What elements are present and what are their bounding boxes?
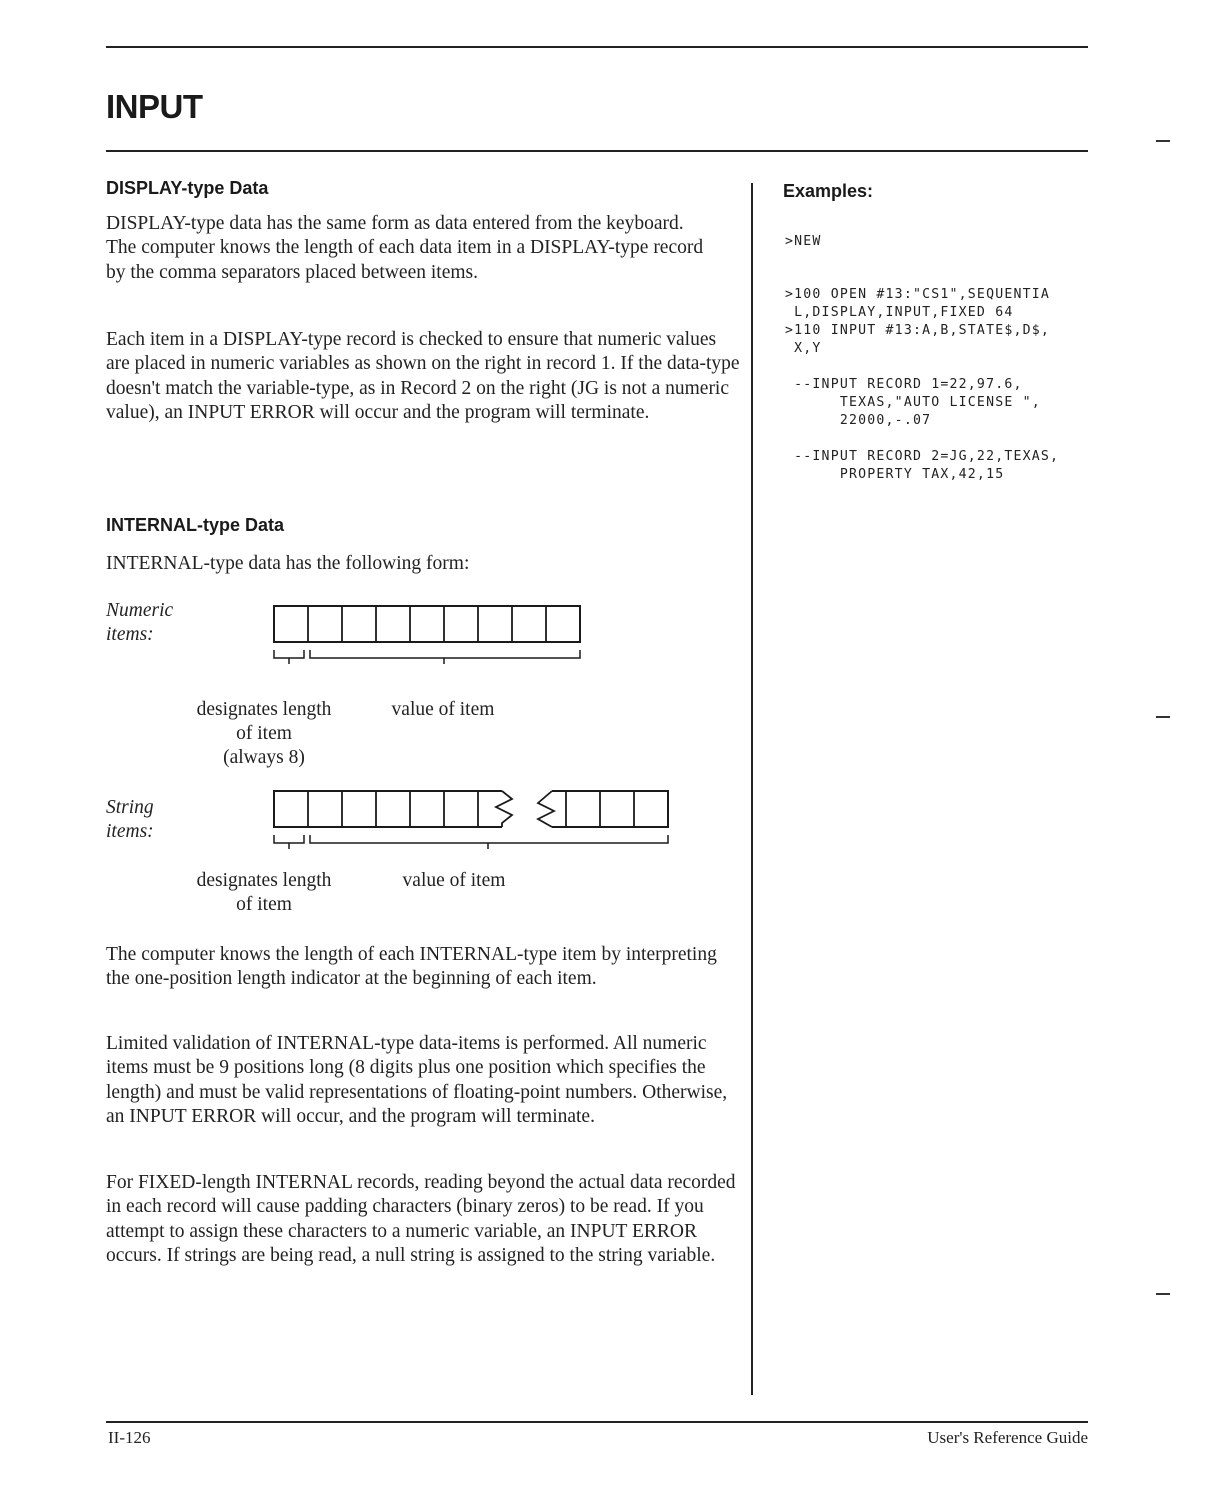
numeric-label-line1: Numeric xyxy=(106,600,174,621)
program-line-2: L,DISPLAY,INPUT,FIXED 64 xyxy=(785,305,1014,320)
page-number: II-126 xyxy=(108,1428,151,1447)
footer-book-title: User's Reference Guide xyxy=(927,1428,1088,1447)
numeric-value-caption: value of item xyxy=(391,699,495,720)
numeric-item-diagram xyxy=(270,600,590,680)
break-mark-left xyxy=(496,791,512,827)
program-line-3: >110 INPUT #13:A,B,STATE$,D$, xyxy=(785,323,1051,338)
record2-line-1: --INPUT RECORD 2=JG,22,TEXAS, xyxy=(785,449,1060,464)
numeric-item-cell-dividers xyxy=(308,606,546,642)
column-divider xyxy=(751,183,753,1395)
string-item-cell-dividers xyxy=(308,791,634,827)
string-item-boxes-right xyxy=(552,791,668,827)
string-length-caption xyxy=(176,869,352,917)
value-bracket xyxy=(310,650,580,664)
margin-mark xyxy=(1156,140,1170,142)
display-heading: DISPLAY-type Data xyxy=(106,178,269,198)
display-para-1: DISPLAY-type data has the same form as data entered from the keyboard. The computer knows the length of each data item in a DISPLAY-type record by the comma separators placed between items. xyxy=(106,213,704,283)
program-line-1: >100 OPEN #13:"CS1",SEQUENTIA xyxy=(785,287,1051,302)
numeric-length-line1: designates length xyxy=(196,699,332,720)
example-record-2 xyxy=(785,430,1059,484)
footer-rule xyxy=(106,1421,1088,1423)
examples-heading: Examples: xyxy=(783,181,874,201)
record2-line-2: PROPERTY TAX,42,15 xyxy=(785,467,1005,482)
display-para-2: Each item in a DISPLAY-type record is checked to ensure that numeric values are placed in numeric variables as shown on the right in record 1. If the data-type doesn't match the variable-type, as in Record 2 on the right (JG is not a numeric value), an INPUT ERROR will occur and the program will terminate. xyxy=(106,329,740,424)
record1-line-1: --INPUT RECORD 1=22,97.6, xyxy=(785,377,1023,392)
length-bracket xyxy=(274,650,304,664)
record1-line-2: TEXAS,"AUTO LICENSE ", xyxy=(785,395,1041,410)
length-bracket xyxy=(274,835,304,849)
numeric-length-caption xyxy=(176,698,352,770)
string-length-line2: of item xyxy=(236,894,292,915)
internal-para-1: The computer knows the length of each INTERNAL-type item by interpreting the one-position length indicator at the beginning of each item. xyxy=(106,944,717,990)
record1-line-3: 22000,-.07 xyxy=(785,413,932,428)
numeric-length-line3: (always 8) xyxy=(223,747,305,768)
internal-intro: INTERNAL-type data has the following form: xyxy=(106,553,470,574)
top-rule xyxy=(106,46,1088,48)
numeric-label-line2: items: xyxy=(106,624,154,645)
break-mark-right xyxy=(538,791,554,827)
margin-mark xyxy=(1156,716,1170,718)
string-label-line2: items: xyxy=(106,821,154,842)
example-program xyxy=(785,268,1050,358)
numeric-items-label xyxy=(106,599,173,647)
example-record-1 xyxy=(785,358,1041,430)
internal-para-3: For FIXED-length INTERNAL records, reading beyond the actual data recorded in each record will cause padding characters (binary zeros) to be read. If you attempt to assign these characters to a numeric variable, an INPUT ERROR occurs. If strings are being read, a null string is assigned to the string variable. xyxy=(106,1172,736,1267)
internal-para-2: Limited validation of INTERNAL-type data-items is performed. All numeric items must be 9 positions long (8 digits plus one position which specifies the length) and must be valid representations of floating-point numbers. Otherwise, an INPUT ERROR will occur, and the program will terminate. xyxy=(106,1033,728,1128)
title-rule xyxy=(106,150,1088,152)
string-label-line1: String xyxy=(106,797,154,818)
value-bracket xyxy=(310,835,668,849)
internal-heading: INTERNAL-type Data xyxy=(106,515,285,535)
page-title: INPUT xyxy=(106,88,203,125)
string-value-caption: value of item xyxy=(402,870,506,891)
margin-mark xyxy=(1156,1293,1170,1295)
numeric-item-boxes xyxy=(274,606,580,642)
example-new: >NEW xyxy=(785,234,822,249)
program-line-4: X,Y xyxy=(785,341,822,356)
string-length-line1: designates length xyxy=(196,870,332,891)
string-items-label xyxy=(106,796,154,844)
string-item-diagram xyxy=(270,785,680,865)
numeric-length-line2: of item xyxy=(236,723,292,744)
